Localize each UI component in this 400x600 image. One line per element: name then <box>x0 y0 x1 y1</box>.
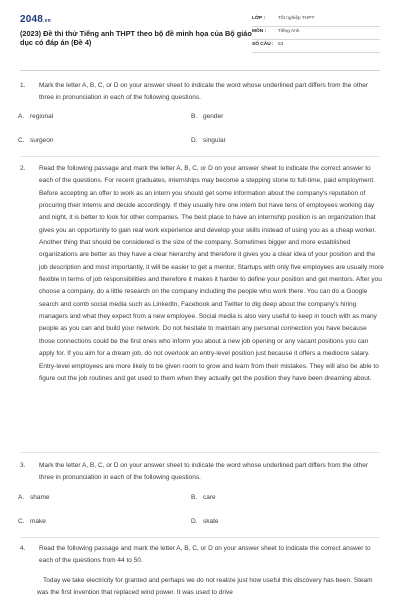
question-divider <box>20 537 380 538</box>
option-text: gender <box>203 113 224 120</box>
meta-value: 53 <box>278 42 284 47</box>
meta-key: MÔN : <box>252 29 267 34</box>
question-3 <box>20 460 380 486</box>
meta-key: SỐ CÂU : <box>252 42 274 47</box>
option-c[interactable] <box>18 137 54 144</box>
option-b[interactable] <box>191 494 216 501</box>
option-text: skate <box>203 518 219 525</box>
option-letter: B. <box>191 494 198 501</box>
question-2 <box>20 163 384 447</box>
option-letter: A. <box>18 494 25 501</box>
question-text: Mark the letter A, B, C, or D on your answer sheet to indicate the word whose underlined part differs from the other three in pronunciation in each of the following questions. <box>39 462 369 482</box>
exam-meta <box>252 14 380 53</box>
option-b[interactable] <box>191 113 223 120</box>
question-4 <box>20 543 380 569</box>
question-text: Mark the letter A, B, C, or D on your answer sheet to indicate the word whose underlined part differs from the other three in pronunciation in each of the following questions. <box>39 82 369 102</box>
logo-main: 2048 <box>20 14 44 25</box>
question-1-options <box>18 113 358 153</box>
question-4-passage: Today we take electricity for granted and perhaps we do not realize just how useful this discovery has been. Steam was the first invention that replaced wind power. It was used to drive <box>37 577 373 597</box>
question-divider <box>20 156 380 157</box>
option-text: surgeon <box>30 137 54 144</box>
page-header <box>20 14 380 64</box>
site-logo[interactable] <box>20 14 51 25</box>
question-divider <box>20 452 380 453</box>
option-letter: C. <box>18 518 25 525</box>
header-divider <box>20 70 380 71</box>
option-text: care <box>203 494 216 501</box>
option-letter: B. <box>191 113 198 120</box>
option-a[interactable] <box>18 494 50 501</box>
option-c[interactable] <box>18 518 46 525</box>
option-text: regional <box>30 113 54 120</box>
meta-row-class <box>252 14 380 27</box>
question-3-options <box>18 494 358 534</box>
option-d[interactable] <box>191 518 219 525</box>
logo-tld: .vn <box>43 18 51 24</box>
exam-title: (2023) Đề thi thử Tiếng anh THPT theo bộ đề minh họa của Bộ giáo dục có đáp án (Đề 4) <box>20 29 252 47</box>
question-1 <box>20 80 380 106</box>
question-number: 2. <box>20 165 26 172</box>
option-a[interactable] <box>18 113 53 120</box>
meta-key: LỚP : <box>252 16 266 21</box>
meta-row-subject <box>252 27 380 40</box>
question-number: 4. <box>20 545 26 552</box>
option-letter: C. <box>18 137 25 144</box>
question-text: Read the following passage and mark the letter A, B, C, or D on your answer sheet to indicate the correct answer to each of the questions from 44 to 50. <box>39 545 371 565</box>
option-letter: A. <box>18 113 25 120</box>
option-letter: D. <box>191 137 198 144</box>
meta-value: Tốt nghiệp THPT <box>278 16 315 21</box>
option-text: shame <box>30 494 50 501</box>
meta-value: Tiếng Anh <box>278 29 300 34</box>
option-d[interactable] <box>191 137 226 144</box>
option-letter: D. <box>191 518 198 525</box>
question-number: 3. <box>20 462 26 469</box>
meta-row-count <box>252 40 380 53</box>
option-text: singular <box>203 137 226 144</box>
question-text: Read the following passage and mark the letter A, B, C, or D on your answer sheet to indicate the correct answer to each of the questions. For recent graduates, internships may become a stepping stone to full-time, paid employment. Before accepting an offer to work as an intern you should get some information about the company's reputation of procuring their interns and decide accordingly. If they usually hire one intern but have tens of employees working day and night, it is better to look for other companies. The best place to have an internship position is an organization that gives you an opportunity to gain real work experience and develop your skills instead of using you as a cheap worker. Another thing that should be considered is the size of the company. Sometimes bigger and more established organizations are better as they have a clear hierarchy and therefore it gives you a clear idea of your position and the job description and most importantly, it will be easier to get a mentor. Startups with only five employees are usually more flexible in terms of job responsibilities and therefore it makes it harder to define your position and get mentors. After you choose a company, do a little research on the company including the people who work there. You can do a Google search and comb social media such as LinkedIn, Facebook and Twitter to dig deep about the company's hiring managers and what they expect from a new employee. Social media is also very useful to keep in touch with as many people as you can and build your network. Do not hesitate to maintain any personal connection you have because those connections could be the first ones who inform you about a new job opening or any vacant positions you can apply for. If you aim for a dream job, do not overlook an entry-level position just because it offers a mediocre salary. Entry-level employees are more likely to be given room to grow and learn from their mistakes. They will also be able to figure out the job routines and get used to them when they actually get the position they have been dreaming about. <box>39 165 384 382</box>
question-number: 1. <box>20 82 26 89</box>
option-text: make <box>30 518 46 525</box>
